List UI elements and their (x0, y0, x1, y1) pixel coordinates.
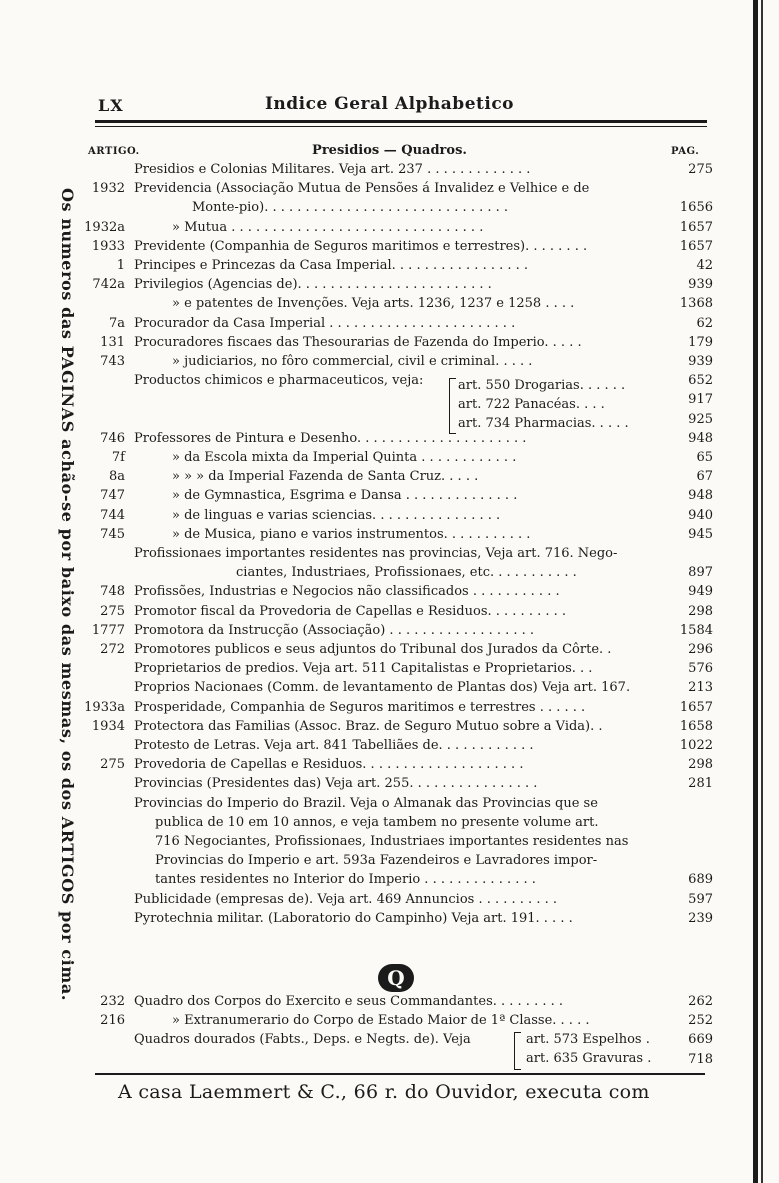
index-row (0, 755, 779, 774)
page-number: 1657 (679, 219, 713, 235)
artigo-number: 7f (111, 450, 125, 465)
index-row (0, 774, 779, 793)
quadros-ref-list (526, 1030, 651, 1068)
page-number: 917 (688, 392, 713, 408)
index-row (0, 698, 779, 717)
section-heading: Presidios — Quadros. (312, 143, 467, 158)
index-row (0, 160, 779, 179)
page-number: 925 (688, 411, 713, 427)
page-number: 1657 (679, 699, 713, 715)
page-number: 179 (688, 334, 713, 350)
entry-text: » Mutua . . . . . . . . . . . . . . . . . . . . . . . . . . . . . . . (172, 219, 484, 235)
page-number: 689 (688, 872, 713, 888)
page-number: 298 (688, 757, 713, 773)
page-number: 298 (688, 603, 713, 619)
page-number: 939 (688, 354, 713, 369)
page-number: 948 (688, 488, 713, 504)
entry-text: Pyrotechnia militar. (Laboratorio do Campinho) Veja art. 191. . . . . (134, 910, 573, 926)
entry-text: Promotores publicos e seus adjuntos do Tribunal dos Jurados da Côrte. . (134, 642, 612, 657)
artigo-number: 746 (100, 430, 125, 446)
index-row (0, 333, 779, 352)
product-brace (449, 378, 456, 434)
artigo-number: 272 (100, 642, 125, 657)
entry-text: » Extranumerario do Corpo de Estado Maior de 1ª Classe. . . . . (172, 1013, 590, 1029)
artigo-number: 8a (108, 469, 125, 485)
entry-text: Provincias do Imperio e art. 593a Fazendeiros e Lavradores impor- (155, 853, 598, 869)
index-row (0, 448, 779, 467)
entry-text: Promotora da Instrucção (Associação) . . . . . . . . . . . . . . . . . . (134, 622, 535, 638)
entry-text: » e patentes de Invenções. Veja arts. 1236, 1237 e 1258 . . . . (172, 296, 575, 312)
side-note-text: Os numeros das PAGINAS achão-se por baixo das mesmas, os dos ARTIGOS por cima. (58, 188, 77, 1002)
index-row (0, 294, 779, 313)
index-row (0, 813, 779, 832)
artigo-number: 275 (100, 603, 125, 619)
artigo-number: 1933a (84, 699, 125, 715)
index-row (0, 429, 779, 448)
entry-text: Professores de Pintura e Desenho. . . . . . . . . . . . . . . . . . . . . (134, 430, 527, 446)
page-number: 65 (696, 450, 713, 465)
index-row (0, 602, 779, 621)
page-number: 652 (688, 373, 713, 389)
index-row (0, 314, 779, 333)
entry-text: tantes residentes no Interior do Imperio . . . . . . . . . . . . . . (155, 872, 536, 888)
index-row (0, 736, 779, 755)
page-number: 1658 (679, 718, 713, 734)
index-row (0, 717, 779, 736)
index-row (0, 870, 779, 889)
entry-text: Profissões, Industrias e Negocios não classificados . . . . . . . . . . . (134, 584, 560, 600)
entry-text: Monte-pio). . . . . . . . . . . . . . . . . . . . . . . . . . . . . . (192, 200, 509, 216)
entry-text: Procuradores fiscaes das Thesourarias de Fazenda do Imperio. . . . . (134, 334, 582, 350)
page-number: 669 (688, 1032, 713, 1048)
entry-text: Proprios Nacionaes (Comm. de levantamento de Plantas dos) Veja art. 167. (134, 680, 631, 696)
index-row (0, 832, 779, 851)
page-number: 275 (688, 162, 713, 177)
page-number: 940 (688, 507, 713, 523)
index-row (0, 256, 779, 275)
artigo-number: 1932 (91, 181, 125, 197)
product-ref: art. 722 Panacéas. . . . (458, 397, 605, 412)
index-row (0, 275, 779, 294)
index-row (0, 179, 779, 198)
index-row (0, 992, 779, 1011)
page-number: 1584 (679, 622, 713, 638)
entry-text: Proprietarios de predios. Veja art. 511 Capitalistas e Proprietarios. . . (134, 661, 593, 677)
entry-text: » » » da Imperial Fazenda de Santa Cruz. . . . . (172, 469, 479, 485)
index-row (0, 640, 779, 659)
index-row (0, 218, 779, 237)
page-number: 67 (696, 469, 713, 485)
entry-text: » de Musica, piano e varios instrumentos. . . . . . . . . . . (172, 526, 531, 542)
page-number: 262 (688, 994, 713, 1009)
page-number: 213 (688, 680, 713, 696)
artigo-number: 1777 (91, 622, 125, 638)
index-row (0, 390, 779, 409)
index-row (0, 1050, 779, 1069)
index-row (0, 890, 779, 909)
entry-text: Provincias do Imperio do Brazil. Veja o Almanak das Provincias que se (134, 795, 598, 811)
entry-text: Quadro dos Corpos do Exercito e seus Commandantes. . . . . . . . . (134, 994, 563, 1009)
entry-text: Promotor fiscal da Provedoria de Capellas e Residuos. . . . . . . . . . (134, 603, 567, 619)
header-rule (95, 120, 707, 123)
artigo-number: 232 (100, 994, 125, 1009)
product-ref: art. 550 Drogarias. . . . . . (458, 378, 626, 393)
column-pag: PAG. (671, 146, 700, 157)
index-row (0, 544, 779, 563)
page-number: 1657 (679, 238, 713, 254)
entry-text: Previdencia (Associação Mutua de Pensões á Invalidez e Velhice e de (134, 181, 590, 197)
artigo-number: 744 (100, 507, 125, 523)
entry-text: » da Escola mixta da Imperial Quinta . . . . . . . . . . . . (172, 450, 517, 465)
page-number: 948 (688, 430, 713, 446)
index-row (0, 563, 779, 582)
index-row (0, 410, 779, 429)
column-artigo: ARTIGO. (88, 146, 140, 157)
artigo-number: 1934 (91, 718, 125, 734)
index-row (0, 621, 779, 640)
entry-text: publica de 10 em 10 annos, e veja tambem no presente volume art. (155, 814, 599, 830)
page-number: 1656 (679, 200, 713, 216)
page-number: 42 (696, 258, 713, 273)
quadros-ref: art. 635 Gravuras . (526, 1051, 652, 1066)
quadros-ref: art. 573 Espelhos . (526, 1032, 650, 1047)
entry-text: ciantes, Industriaes, Profissionaes, etc. . . . . . . . . . . (236, 565, 577, 581)
entry-text: Quadros dourados (Fabts., Deps. e Negts. de). Veja (134, 1032, 471, 1048)
entry-text: Profissionaes importantes residentes nas provincias, Veja art. 716. Nego- (134, 546, 618, 561)
entry-text: Provedoria de Capellas e Residuos. . . . . . . . . . . . . . . . . . . . (134, 757, 524, 773)
index-row (0, 678, 779, 697)
artigo-number: 1932a (84, 219, 125, 235)
page-number: 252 (688, 1013, 713, 1029)
entry-text: Protectora das Familias (Assoc. Braz. de Seguro Mutuo sobre a Vida). . (134, 718, 603, 734)
page-number: 897 (688, 565, 713, 581)
page-label: LX (98, 96, 124, 115)
entry-text: » judiciarios, no fôro commercial, civil e criminal. . . . . (172, 354, 533, 369)
artigo-number: 275 (100, 757, 125, 773)
index-row (0, 659, 779, 678)
quadros-brace (514, 1032, 521, 1070)
page-number: 281 (688, 776, 713, 792)
artigo-number: 7a (108, 315, 125, 331)
artigo-number: 748 (100, 584, 125, 600)
product-ref-list (458, 376, 629, 433)
page-number: 939 (688, 277, 713, 293)
entry-text: » de linguas e varias sciencias. . . . . . . . . . . . . . . . (172, 507, 501, 523)
entry-text: Procurador da Casa Imperial . . . . . . . . . . . . . . . . . . . . . . . (134, 315, 516, 331)
index-row (0, 467, 779, 486)
index-row (0, 909, 779, 928)
index-row (0, 1030, 779, 1049)
artigo-number: 216 (100, 1013, 125, 1029)
artigo-number: 743 (100, 354, 125, 369)
footer-rule (95, 1073, 705, 1075)
index-row (0, 1011, 779, 1030)
index-row (0, 525, 779, 544)
entry-text: Productos chimicos e pharmaceuticos, veja: (134, 373, 424, 389)
page-number: 718 (688, 1051, 713, 1067)
page-number: 945 (688, 526, 713, 542)
entry-text: 716 Negociantes, Profissionaes, Industriaes importantes residentes nas (155, 834, 629, 849)
page-number: 62 (696, 315, 713, 331)
artigo-number: 1 (116, 258, 125, 273)
index-row (0, 198, 779, 217)
page-number: 1368 (679, 296, 713, 312)
index-row (0, 486, 779, 505)
entry-text: Principes e Princezas da Casa Imperial. . . . . . . . . . . . . . . . . (134, 258, 529, 273)
product-ref: art. 734 Pharmacias. . . . . (458, 416, 629, 431)
index-row (0, 506, 779, 525)
page-number: 576 (688, 661, 713, 677)
entry-text: Previdente (Companhia de Seguros maritimos e terrestres). . . . . . . . (134, 238, 588, 254)
index-row (0, 237, 779, 256)
entry-text: Publicidade (empresas de). Veja art. 469 Annuncios . . . . . . . . . . (134, 891, 557, 907)
page-number: 296 (688, 642, 713, 657)
entry-text: Privilegios (Agencias de). . . . . . . . . . . . . . . . . . . . . . . . (134, 277, 492, 293)
page-title: Indice Geral Alphabetico (264, 94, 515, 114)
page-number: 1022 (679, 738, 713, 753)
page-number: 597 (688, 891, 713, 907)
entry-text: » de Gymnastica, Esgrima e Dansa . . . . . . . . . . . . . . (172, 488, 518, 504)
artigo-number: 745 (100, 526, 125, 542)
entry-text: Provincias (Presidentes das) Veja art. 255. . . . . . . . . . . . . . . . (134, 776, 538, 792)
header-rule-thin (95, 126, 707, 127)
artigo-number: 1933 (91, 238, 125, 254)
artigo-number: 747 (100, 488, 125, 504)
artigo-number: 742a (92, 277, 125, 293)
page-number: 949 (688, 584, 713, 600)
index-row (0, 352, 779, 371)
index-row (0, 851, 779, 870)
index-row (0, 794, 779, 813)
index-row (0, 371, 779, 390)
page-number: 239 (688, 910, 713, 926)
entry-text: Presidios e Colonias Militares. Veja art. 237 . . . . . . . . . . . . . (134, 162, 531, 177)
index-row (0, 582, 779, 601)
section-letter-q: Q (378, 964, 414, 992)
entry-text: Prosperidade, Companhia de Seguros maritimos e terrestres . . . . . . (134, 699, 586, 715)
entry-text: Protesto de Letras. Veja art. 841 Tabelliães de. . . . . . . . . . . . (134, 738, 534, 753)
footer-advert: A casa Laemmert & C., 66 r. do Ouvidor, executa com (118, 1081, 650, 1103)
artigo-number: 131 (100, 334, 125, 350)
